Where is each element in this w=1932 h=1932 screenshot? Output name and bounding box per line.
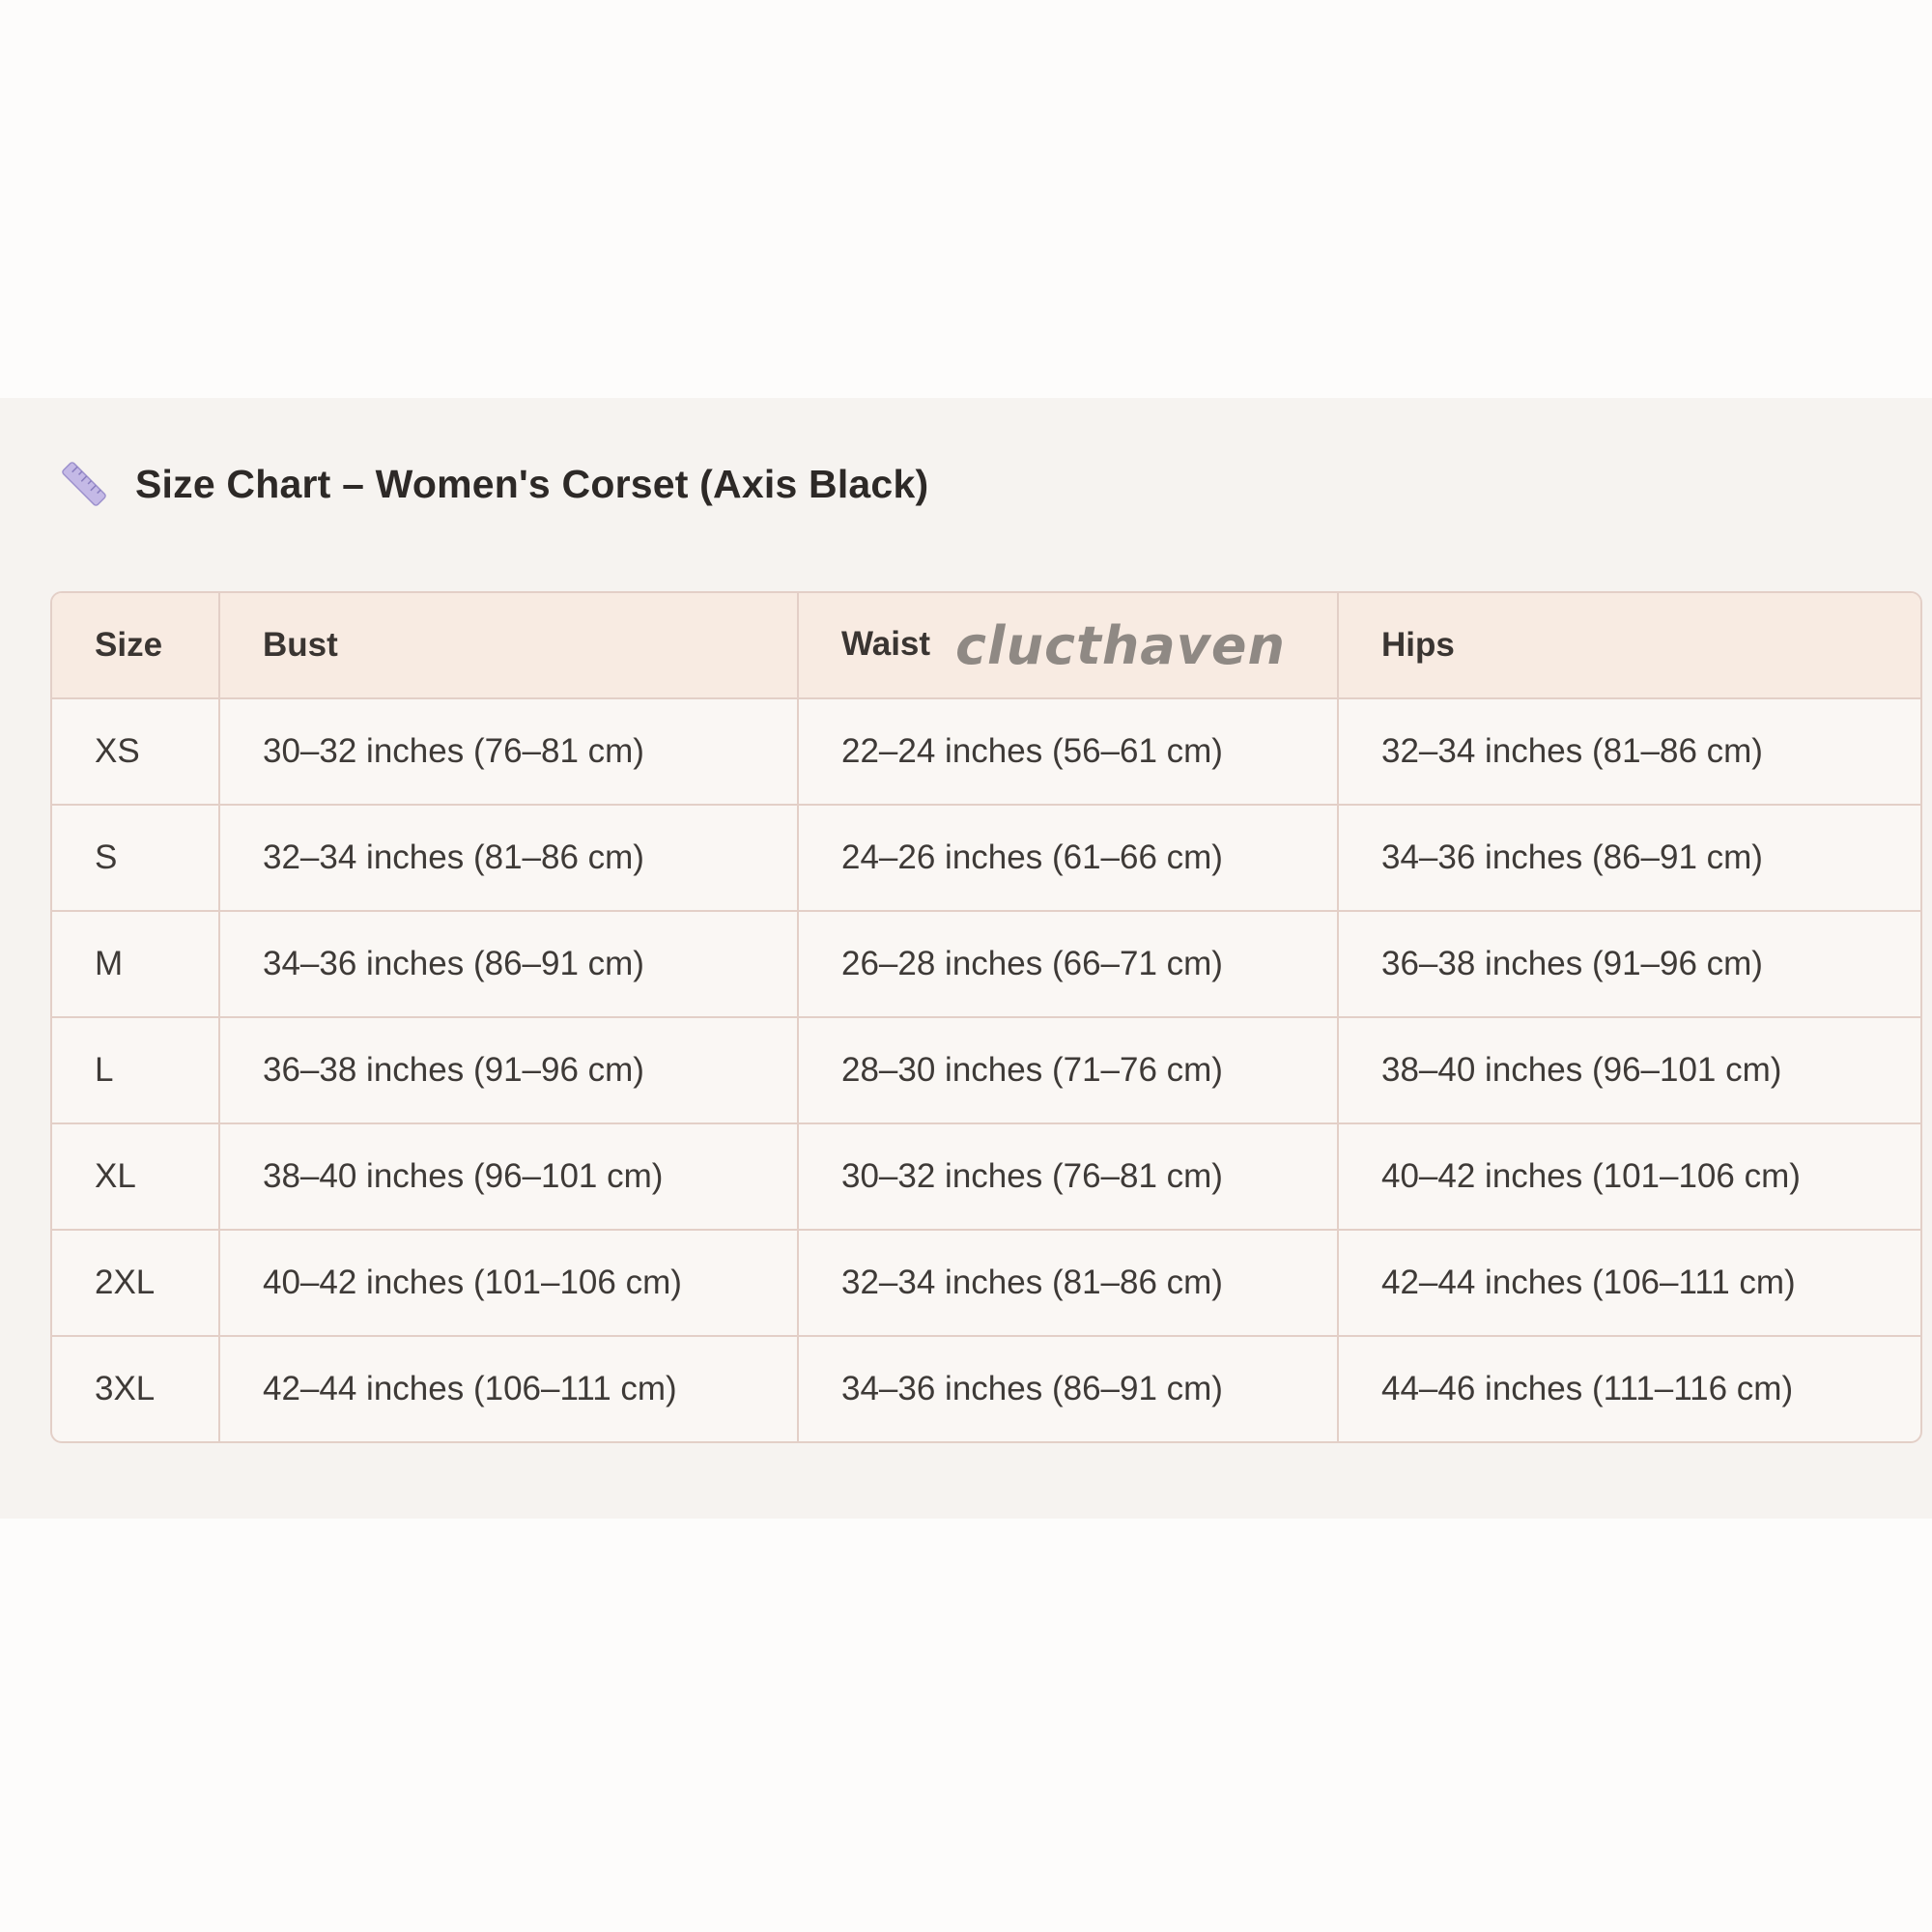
cell-hips: 38–40 inches (96–101 cm) — [1339, 1018, 1920, 1124]
header-waist: Waist — [841, 624, 931, 663]
table-row — [52, 1124, 1920, 1231]
ruler-icon — [56, 456, 112, 512]
header-waist-cell — [799, 593, 1339, 699]
cell-bust: 40–42 inches (101–106 cm) — [220, 1231, 799, 1337]
watermark-logo: clucthaven — [955, 614, 1286, 676]
size-chart-panel — [0, 398, 1932, 1519]
cell-bust: 32–34 inches (81–86 cm) — [220, 806, 799, 912]
cell-size: XS — [52, 699, 220, 806]
header-hips: Hips — [1339, 593, 1920, 699]
cell-size: M — [52, 912, 220, 1018]
cell-hips: 34–36 inches (86–91 cm) — [1339, 806, 1920, 912]
table-header-row — [52, 593, 1920, 699]
cell-waist: 30–32 inches (76–81 cm) — [799, 1124, 1339, 1231]
cell-waist: 32–34 inches (81–86 cm) — [799, 1231, 1339, 1337]
cell-bust: 36–38 inches (91–96 cm) — [220, 1018, 799, 1124]
cell-waist: 22–24 inches (56–61 cm) — [799, 699, 1339, 806]
cell-hips: 32–34 inches (81–86 cm) — [1339, 699, 1920, 806]
header-bust: Bust — [220, 593, 799, 699]
table-row — [52, 1337, 1920, 1441]
header-size: Size — [52, 593, 220, 699]
cell-hips: 36–38 inches (91–96 cm) — [1339, 912, 1920, 1018]
table-row — [52, 912, 1920, 1018]
page-title: Size Chart – Women's Corset (Axis Black) — [135, 461, 929, 506]
cell-size: 2XL — [52, 1231, 220, 1337]
cell-size: S — [52, 806, 220, 912]
cell-size: 3XL — [52, 1337, 220, 1441]
title-row — [56, 456, 928, 512]
cell-hips: 40–42 inches (101–106 cm) — [1339, 1124, 1920, 1231]
cell-waist: 28–30 inches (71–76 cm) — [799, 1018, 1339, 1124]
cell-size: L — [52, 1018, 220, 1124]
cell-bust: 38–40 inches (96–101 cm) — [220, 1124, 799, 1231]
cell-size: XL — [52, 1124, 220, 1231]
cell-bust: 34–36 inches (86–91 cm) — [220, 912, 799, 1018]
table-row — [52, 699, 1920, 806]
cell-hips: 42–44 inches (106–111 cm) — [1339, 1231, 1920, 1337]
table-row — [52, 1018, 1920, 1124]
cell-bust: 30–32 inches (76–81 cm) — [220, 699, 799, 806]
cell-waist: 26–28 inches (66–71 cm) — [799, 912, 1339, 1018]
cell-bust: 42–44 inches (106–111 cm) — [220, 1337, 799, 1441]
size-table — [50, 591, 1922, 1443]
table-row — [52, 1231, 1920, 1337]
table-row — [52, 806, 1920, 912]
cell-waist: 24–26 inches (61–66 cm) — [799, 806, 1339, 912]
cell-waist: 34–36 inches (86–91 cm) — [799, 1337, 1339, 1441]
cell-hips: 44–46 inches (111–116 cm) — [1381, 1370, 1794, 1407]
